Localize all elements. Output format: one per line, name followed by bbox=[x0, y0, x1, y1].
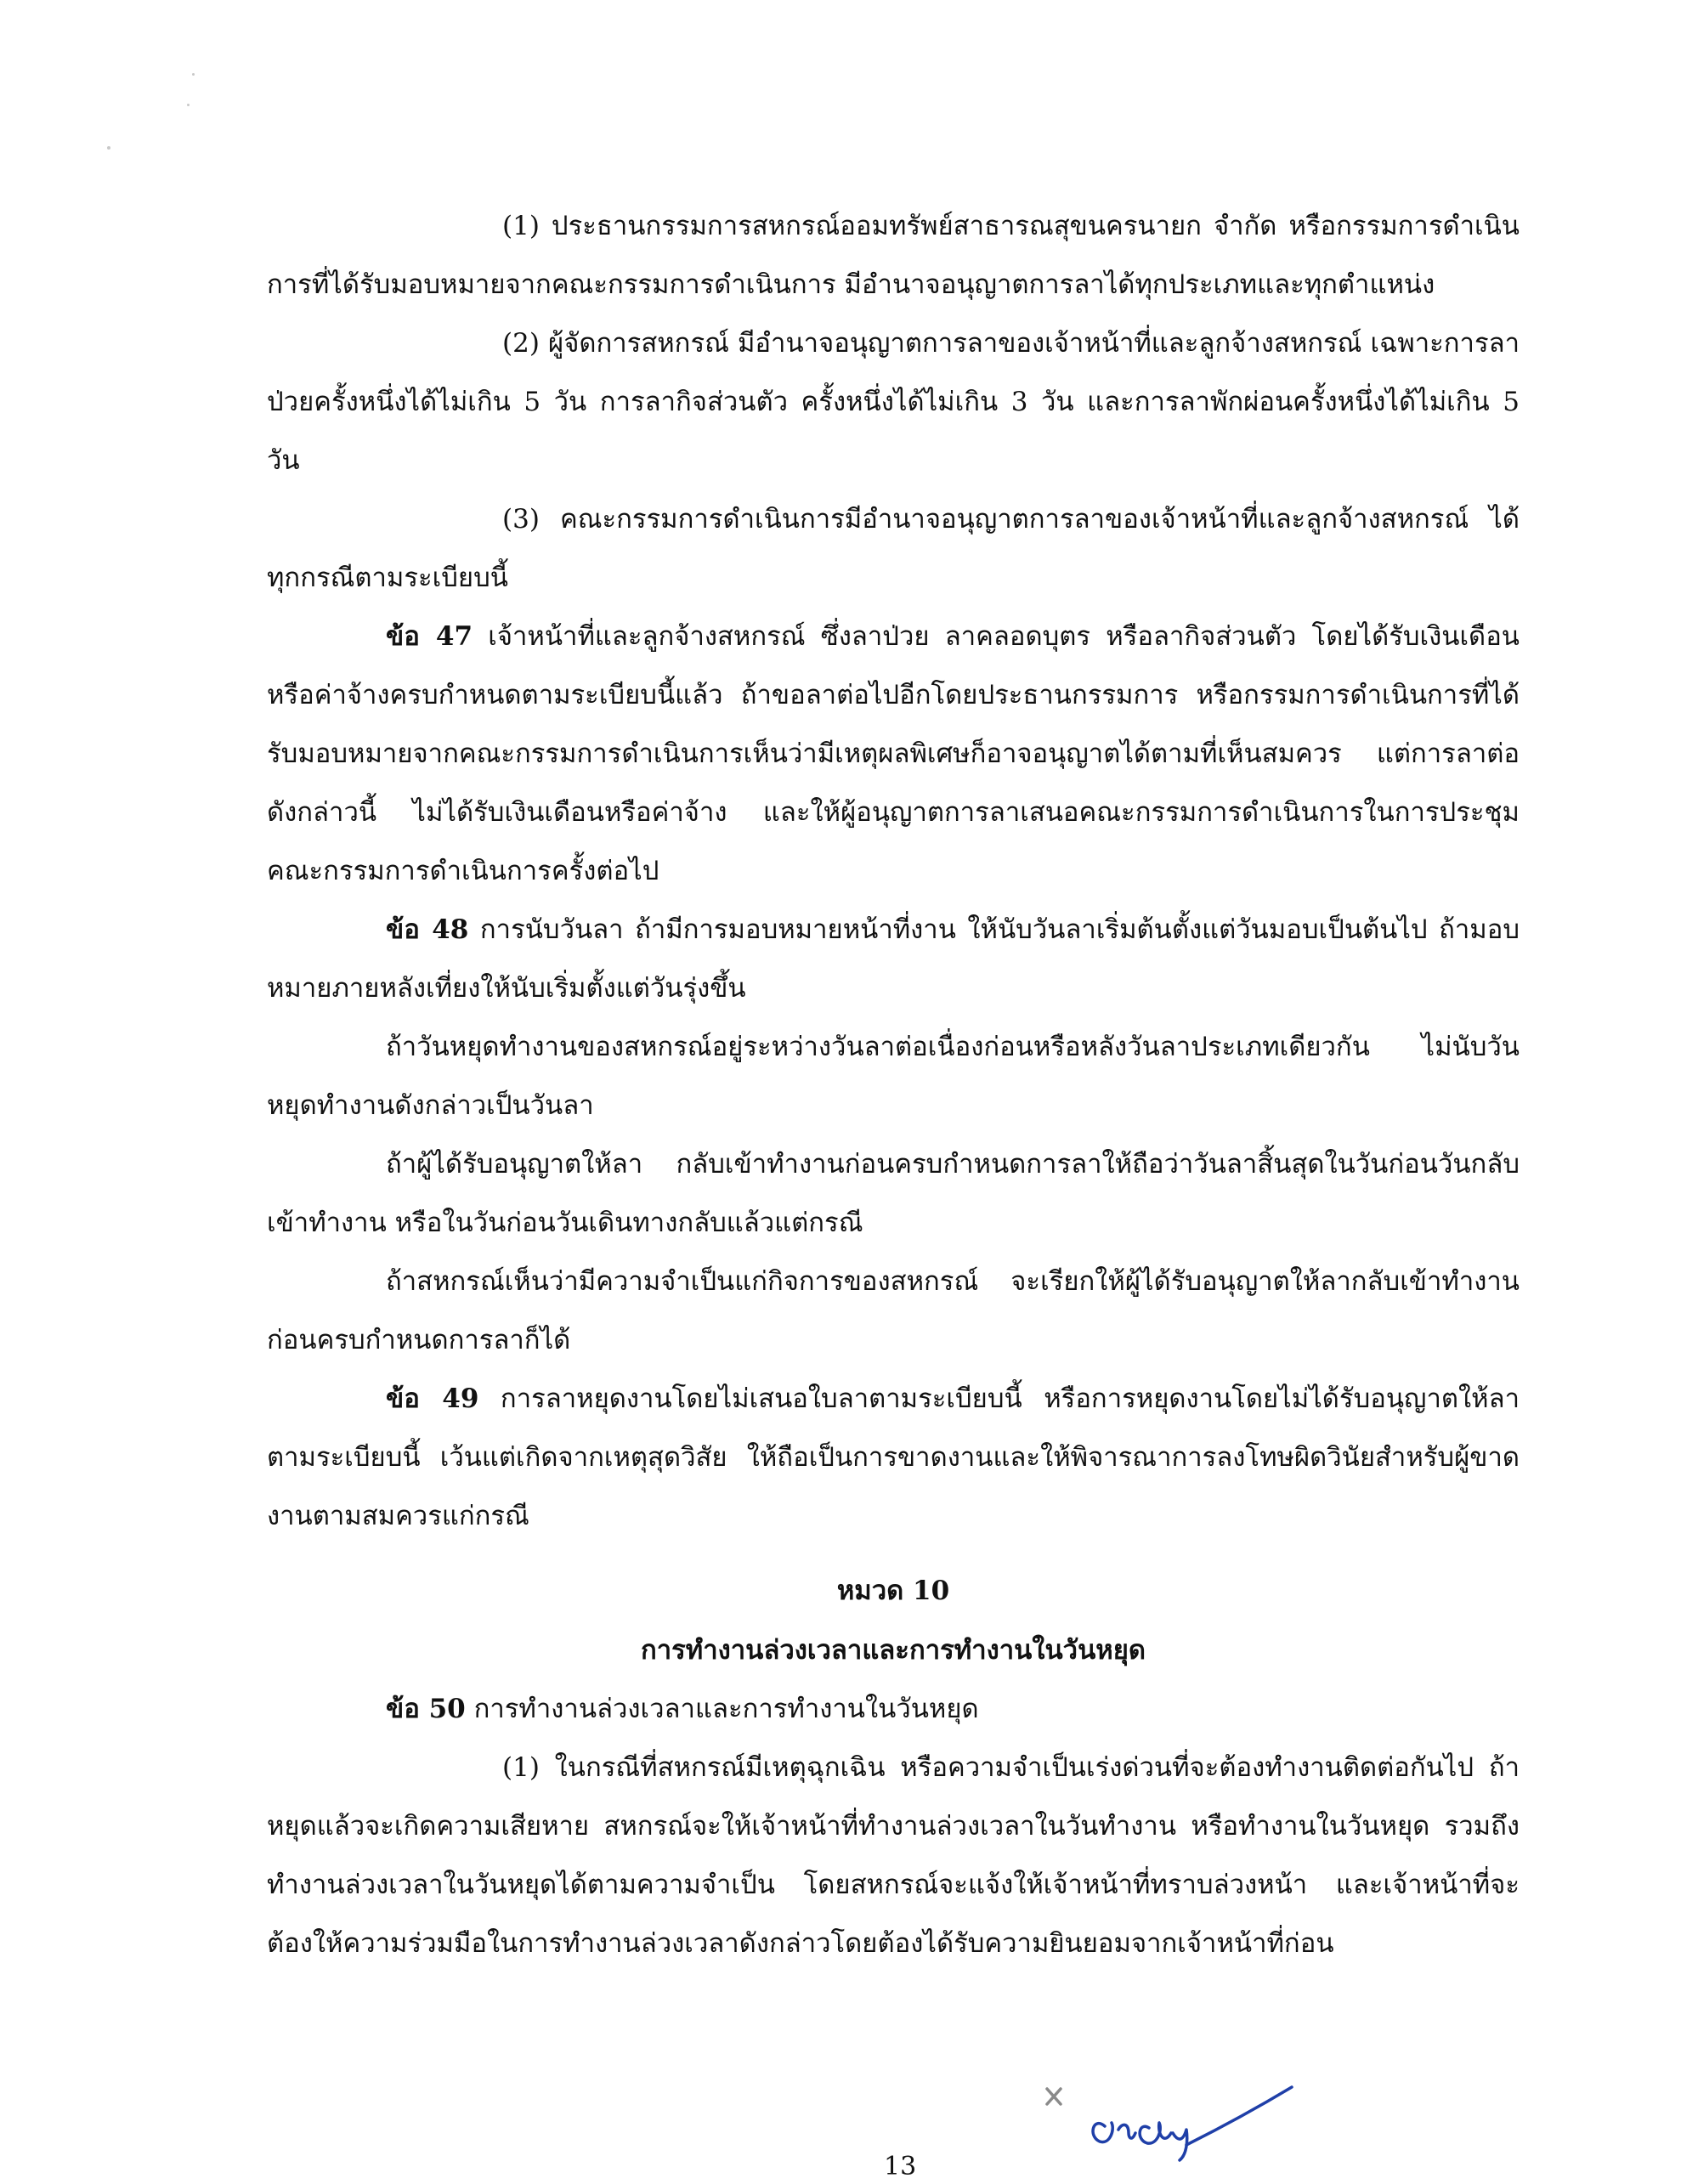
article-50-item-1: (1) ในกรณีที่สหกรณ์มีเหตุฉุกเฉิน หรือความจำเป็นเร่งด่วนที่จะต้องทำงานติดต่อกันไป ถ้าหยุดแล้วจะเกิดความเสียหาย สหกรณ์จะให้เจ้าหน้าที่ทำงานล่วงเวลาในวันทำงาน หรือทำงานในวันหยุด รวมถึงทำงานล่วงเวลาในวันหยุดได้ตามความจำเป็น โดยสหกรณ์จะแจ้งให้เจ้าหน้าที่ทราบล่วงหน้า และเจ้าหน้าที่จะต้องให้ความร่วมมือในการทำงานล่วงเวลาดังกล่าวโดยต้องได้รับความยินยอมจากเจ้าหน้าที่ก่อน bbox=[267, 1752, 1520, 1959]
scan-speck bbox=[187, 104, 190, 106]
scan-speck bbox=[192, 73, 195, 76]
article-label: ข้อ 49 bbox=[386, 1383, 479, 1414]
clause-1-item-2: (2) ผู้จัดการสหกรณ์ มีอำนาจอนุญาตการลาของเจ้าหน้าที่และลูกจ้างสหกรณ์ เฉพาะการลาป่วยครั้งหนึ่งได้ไม่เกิน 5 วัน การลากิจส่วนตัว ครั้งหนึ่งได้ไม่เกิน 3 วัน และการลาพักผ่อนครั้งหนึ่งได้ไม่เกิน 5 วัน bbox=[267, 328, 1520, 476]
article-49: ข้อ 49 การลาหยุดงานโดยไม่เสนอใบลาตามระเบียบนี้ หรือการหยุดงานโดยไม่ได้รับอนุญาตให้ลาตามระเบียบนี้ เว้นแต่เกิดจากเหตุสุดวิสัย ให้ถือเป็นการขาดงานและให้พิจารณาการลงโทษผิดวินัยสำหรับผู้ขาดงานตามสมควรแก่กรณี bbox=[267, 1383, 1520, 1531]
document-body bbox=[267, 197, 1520, 1973]
clause-1-item-3: (3) คณะกรรมการดำเนินการมีอำนาจอนุญาตการลาของเจ้าหน้าที่และลูกจ้างสหกรณ์ ได้ทุกกรณีตามระเบียบนี้ bbox=[267, 504, 1520, 593]
handwritten-signature bbox=[1037, 2074, 1309, 2167]
article-label: ข้อ 50 bbox=[386, 1694, 466, 1724]
article-label: ข้อ 48 bbox=[386, 914, 469, 945]
article-48-paragraph-4: ถ้าสหกรณ์เห็นว่ามีความจำเป็นแก่กิจการของสหกรณ์ จะเรียกให้ผู้ได้รับอนุญาตให้ลากลับเข้าทำงานก่อนครบกำหนดการลาก็ได้ bbox=[267, 1266, 1520, 1355]
article-48: ข้อ 48 การนับวันลา ถ้ามีการมอบหมายหน้าที่งาน ให้นับวันลาเริ่มต้นตั้งแต่วันมอบเป็นต้นไป ถ้ามอบหมายภายหลังเที่ยงให้นับเริ่มตั้งแต่วันรุ่งขึ้น bbox=[267, 914, 1520, 1004]
article-50: ข้อ 50 การทำงานล่วงเวลาและการทำงานในวันหยุด bbox=[386, 1694, 979, 1724]
article-48-paragraph-2: ถ้าวันหยุดทำงานของสหกรณ์อยู่ระหว่างวันลาต่อเนื่องก่อนหรือหลังวันลาประเภทเดียวกัน ไม่นับวันหยุดทำงานดังกล่าวเป็นวันลา bbox=[267, 1032, 1520, 1121]
article-48-paragraph-3: ถ้าผู้ได้รับอนุญาตให้ลา กลับเข้าทำงานก่อนครบกำหนดการลาให้ถือว่าวันลาสิ้นสุดในวันก่อนวันกลับเข้าทำงาน หรือในวันก่อนวันเดินทางกลับแล้วแต่กรณี bbox=[267, 1149, 1520, 1238]
clause-1-item-1: (1) ประธานกรรมการสหกรณ์ออมทรัพย์สาธารณสุขนครนายก จำกัด หรือกรรมการดำเนินการที่ได้รับมอบหมายจากคณะกรรมการดำเนินการ มีอำนาจอนุญาตการลาได้ทุกประเภทและทุกตำแหน่ง bbox=[267, 211, 1520, 300]
article-47: ข้อ 47 เจ้าหน้าที่และลูกจ้างสหกรณ์ ซึ่งลาป่วย ลาคลอดบุตร หรือลากิจส่วนตัว โดยได้รับเงินเดือน หรือค่าจ้างครบกำหนดตามระเบียบนี้แล้ว ถ้าขอลาต่อไปอีกโดยประธานกรรมการ หรือกรรมการดำเนินการที่ได้รับมอบหมายจากคณะกรรมการดำเนินการเห็นว่ามีเหตุผลพิเศษก็อาจอนุญาตได้ตามที่เห็นสมควร แต่การลาต่อดังกล่าวนี้ ไม่ได้รับเงินเดือนหรือค่าจ้าง และให้ผู้อนุญาตการลาเสนอคณะกรรมการดำเนินการในการประชุมคณะกรรมการดำเนินการครั้งต่อไป bbox=[267, 621, 1520, 886]
article-label: ข้อ 47 bbox=[386, 621, 473, 652]
page-number: 13 bbox=[884, 2152, 917, 2181]
chapter-title: การทำงานล่วงเวลาและการทำงานในวันหยุด bbox=[640, 1635, 1146, 1666]
chapter-number: หมวด 10 bbox=[836, 1576, 950, 1606]
scan-speck bbox=[107, 146, 110, 150]
